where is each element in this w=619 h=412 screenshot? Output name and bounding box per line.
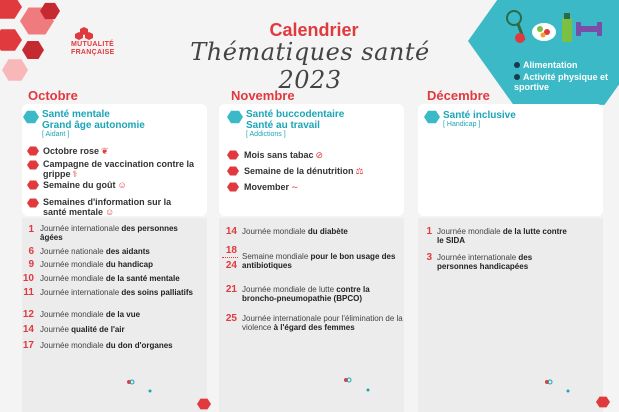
day-number: 3 (426, 252, 432, 263)
theme-sub: [ Aidant ] (42, 131, 70, 138)
taste-icon: ☺ (117, 180, 127, 190)
day-number: 14 (22, 324, 34, 335)
day-number: 9 (28, 259, 34, 270)
day-text (242, 314, 404, 332)
page-subtitle: Thématiques santé 2023 (190, 38, 430, 94)
theme-title: Santé au travail (246, 120, 320, 131)
day-number: 6 (28, 246, 34, 257)
day-text-plain: Journée internationale (437, 253, 517, 262)
day-text-plain: Semaine mondiale (242, 252, 309, 261)
decor-hexagon (0, 28, 22, 52)
day-text-bold: qualité de l'air (71, 325, 125, 334)
decor-dots-icon (126, 378, 156, 394)
decor-hexagon (0, 0, 22, 20)
event-label: Campagne de vaccination contre la grippe (43, 159, 195, 179)
no-smoking-icon: ⊘ (315, 150, 324, 160)
day-text (242, 252, 404, 270)
event-denutrition (244, 166, 364, 176)
scale-icon: ⚖ (355, 166, 364, 176)
theme-title: Grand âge autonomie (42, 120, 145, 131)
day-number: 18 (225, 245, 237, 256)
day-text-plain: Journée mondiale (242, 227, 306, 236)
day-text-plain: Journée mondiale de lutte (242, 285, 335, 294)
day-text-bold: de la vue (105, 310, 141, 319)
event-octobre-rose (43, 146, 109, 156)
logo-text (71, 41, 115, 57)
event-movember (244, 182, 299, 192)
day-text-bold: du don d'organes (105, 341, 173, 350)
decor-dots-icon (342, 376, 372, 392)
day-number: 10 (22, 273, 34, 284)
food-icon (506, 6, 606, 46)
legend-item-alimentation (514, 60, 578, 70)
page-title: Calendrier (269, 20, 359, 40)
month-title-decembre: Décembre (427, 88, 490, 103)
novembre-theme (246, 109, 344, 138)
day-text (40, 260, 200, 269)
day-text (40, 247, 200, 256)
day-text-bold: de la lutte contre le SIDA (437, 227, 567, 245)
day-text (437, 253, 572, 271)
day-text-plain: Journée mondiale (40, 274, 104, 283)
decor-dots-icon (544, 378, 574, 394)
day-text (40, 310, 200, 319)
decembre-days-panel (418, 218, 603, 412)
theme-sub: [ Handicap ] (443, 121, 481, 128)
decor-hexagon (2, 58, 28, 82)
day-text-bold: de la santé mentale (105, 274, 180, 283)
day-text-bold: contre la broncho-pneumopathie (BPCO) (242, 285, 370, 303)
day-text (242, 285, 397, 303)
head-icon: ☺ (105, 207, 115, 217)
day-text-bold: pour le bon usage des antibiotiques (242, 252, 396, 270)
event-vaccination (43, 159, 201, 179)
legend-dot-icon (514, 74, 520, 80)
moustache-icon: ∼ (291, 182, 299, 192)
day-text-plain: Journée mondiale (40, 310, 104, 319)
decembre-theme (443, 110, 516, 128)
event-label: Semaine du goût (43, 180, 116, 190)
theme-sub: [ Addictions ] (246, 131, 286, 138)
legend-dot-icon (514, 62, 520, 68)
day-text-bold: à l'égard des femmes (273, 323, 355, 332)
day-number: 12 (22, 309, 34, 320)
day-number: 17 (22, 340, 34, 351)
day-number: 24 (225, 260, 237, 271)
theme-title: Santé inclusive (443, 110, 516, 121)
day-text-plain: Journée nationale (40, 247, 104, 256)
ribbon-icon: ❦ (101, 146, 109, 156)
event-label: Semaine de la dénutrition (244, 166, 354, 176)
event-label: Mois sans tabac (244, 150, 314, 160)
syringe-icon: ⚕ (72, 169, 78, 179)
day-text-plain: Journée internationale (40, 288, 120, 297)
theme-title: Santé buccodentaire (246, 109, 345, 120)
day-text-plain: Journée mondiale (40, 260, 104, 269)
month-title-octobre: Octobre (28, 88, 78, 103)
day-text-bold: des personnes âgées (40, 224, 178, 242)
month-title-novembre: Novembre (231, 88, 295, 103)
day-text-bold: du handicap (105, 260, 153, 269)
day-text-plain: Journée mondiale (40, 341, 104, 350)
event-mois-sans-tabac (244, 150, 323, 160)
day-text-plain: Journée mondiale (437, 227, 501, 236)
day-text (40, 325, 200, 334)
event-label: Octobre rose (43, 146, 100, 156)
day-number: 14 (225, 226, 237, 237)
day-text (40, 341, 200, 350)
day-text-bold: du diabète (307, 227, 348, 236)
legend-label: Activité physique et sportive (514, 72, 609, 92)
event-sante-mentale (43, 197, 193, 217)
day-number: 21 (225, 284, 237, 295)
day-number: 1 (426, 226, 432, 237)
day-text (40, 274, 200, 283)
day-number: 25 (225, 313, 237, 324)
decor-hexagon (22, 40, 44, 60)
day-number: 11 (23, 287, 34, 298)
logo-icon (74, 26, 94, 41)
octobre-theme (42, 109, 145, 138)
event-label: Semaines d'information sur la santé mentale (43, 197, 172, 217)
legend-item-activite (514, 72, 614, 92)
day-text-plain: Journée (40, 325, 69, 334)
day-number: 1 (28, 224, 34, 235)
theme-title: Santé mentale (42, 109, 110, 120)
day-text (437, 227, 572, 245)
day-text-bold: des aidants (105, 247, 150, 256)
date-range-divider (222, 257, 238, 258)
day-text-bold: des soins palliatifs (121, 288, 193, 297)
day-text (242, 227, 402, 236)
event-semaine-gout (43, 180, 127, 190)
legend-label: Alimentation (523, 60, 578, 70)
day-text (40, 288, 195, 297)
day-text (40, 224, 190, 242)
day-text-bold: des personnes handicapées (437, 253, 533, 271)
event-label: Movember (244, 182, 290, 192)
logo-text-line2: FRANÇAISE (71, 49, 115, 56)
day-text-plain: Journée internationale (40, 224, 120, 233)
day-text-plain: Journée internationale pour l'élimination de la violence (242, 314, 403, 332)
logo-text-line1: MUTUALITÉ (71, 41, 115, 48)
